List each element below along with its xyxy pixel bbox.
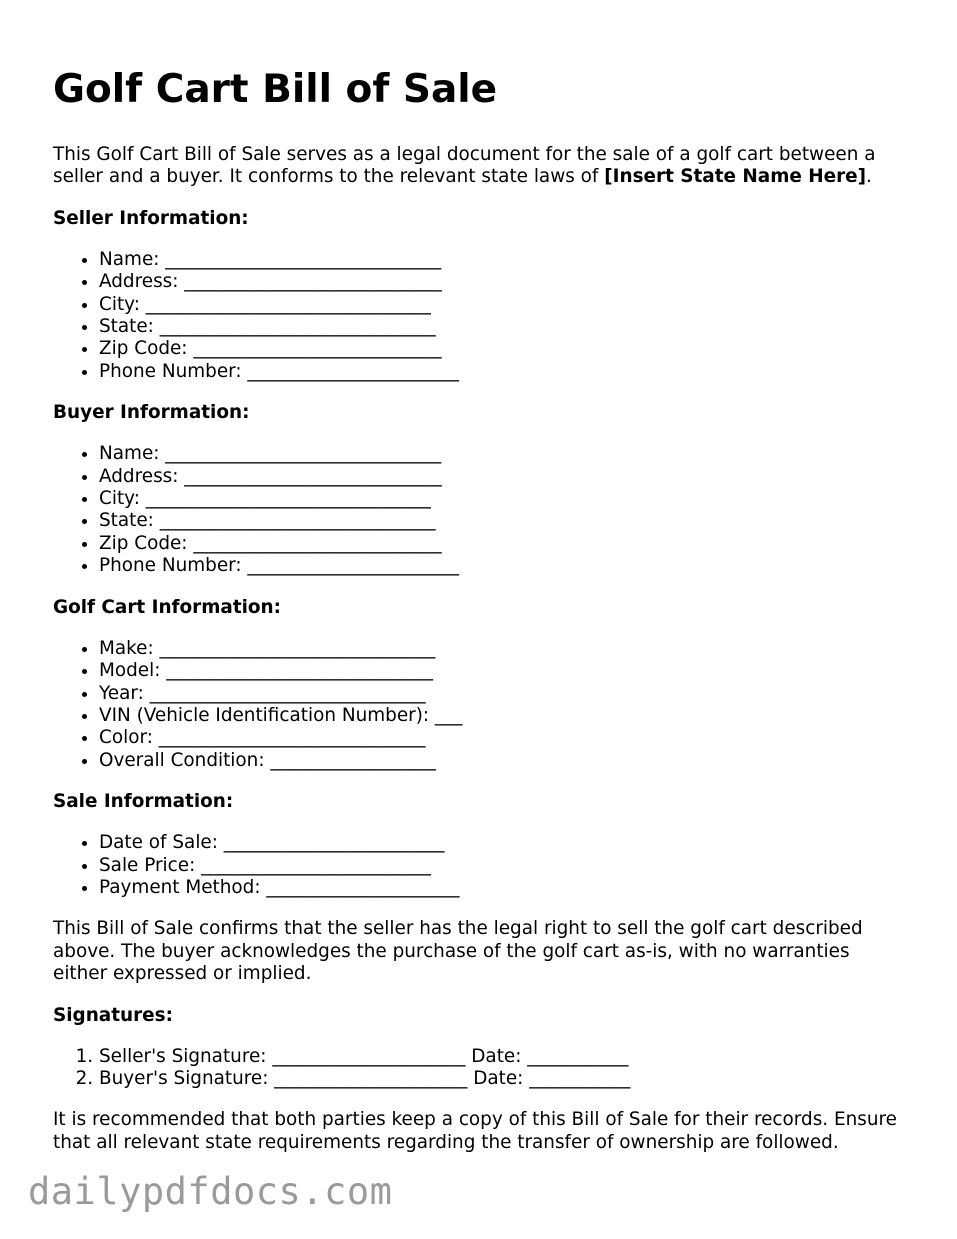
buyer-address-field: • Address: ____________________________ [99, 466, 903, 488]
seller-heading: Seller Information: [53, 207, 249, 229]
intro-text-end: . [866, 166, 872, 188]
payment-method-field: • Payment Method: _____________________ [99, 877, 903, 899]
sale-field-list [53, 832, 903, 899]
intro-paragraph [53, 144, 903, 189]
seller-field-list [53, 249, 903, 383]
buyer-field-list [53, 443, 903, 577]
closing-paragraph: It is recommended that both parties keep a copy of this Bill of Sale for their records. Ensure that all relevant state requirements regarding the transfer of ownership are followed. [53, 1109, 897, 1153]
buyer-signature-line: 2. Buyer's Signature: _____________________ Date: ___________ [99, 1068, 903, 1090]
cart-model-field: • Model: _____________________________ [99, 660, 903, 682]
seller-address-field: • Address: ____________________________ [99, 271, 903, 293]
buyer-zip-field: • Zip Code: ___________________________ [99, 533, 903, 555]
cart-condition-field: • Overall Condition: __________________ [99, 750, 903, 772]
seller-city-field: • City: _______________________________ [99, 294, 903, 316]
golf-cart-field-list [53, 638, 903, 772]
seller-phone-field: • Phone Number: _______________________ [99, 361, 903, 383]
sale-heading: Sale Information: [53, 791, 234, 813]
cart-year-field: • Year: ______________________________ [99, 683, 903, 705]
seller-name-field: • Name: ______________________________ [99, 249, 903, 271]
buyer-heading: Buyer Information: [53, 402, 250, 424]
golf-cart-heading: Golf Cart Information: [53, 596, 281, 618]
buyer-city-field: • City: _______________________________ [99, 488, 903, 510]
buyer-phone-field: • Phone Number: _______________________ [99, 555, 903, 577]
sale-price-field: • Sale Price: _________________________ [99, 855, 903, 877]
seller-signature-line: 1. Seller's Signature: _____________________ Date: ___________ [99, 1046, 903, 1068]
state-placeholder: [Insert State Name Here] [604, 166, 867, 188]
signatures-list [53, 1046, 903, 1091]
confirmation-paragraph: This Bill of Sale confirms that the seller has the legal right to sell the golf cart described above. The buyer acknowledges the purchase of the golf cart as-is, with no warranties either expressed or implied. [53, 918, 863, 985]
signatures-heading: Signatures: [53, 1004, 173, 1026]
intro-text: This Golf Cart Bill of Sale serves as a legal document for the sale of a golf cart between a seller and a buyer. It conforms to the relevant state laws of [53, 144, 876, 188]
watermark: dailypdfdocs.com [28, 1170, 393, 1213]
page-title: Golf Cart Bill of Sale [53, 67, 498, 112]
cart-vin-field: • VIN (Vehicle Identification Number): ___ [99, 705, 903, 727]
buyer-name-field: • Name: ______________________________ [99, 443, 903, 465]
seller-zip-field: • Zip Code: ___________________________ [99, 338, 903, 360]
seller-state-field: • State: ______________________________ [99, 316, 903, 338]
document-page [53, 62, 903, 1154]
cart-make-field: • Make: ______________________________ [99, 638, 903, 660]
sale-date-field: • Date of Sale: ________________________ [99, 832, 903, 854]
cart-color-field: • Color: _____________________________ [99, 727, 903, 749]
buyer-state-field: • State: ______________________________ [99, 510, 903, 532]
